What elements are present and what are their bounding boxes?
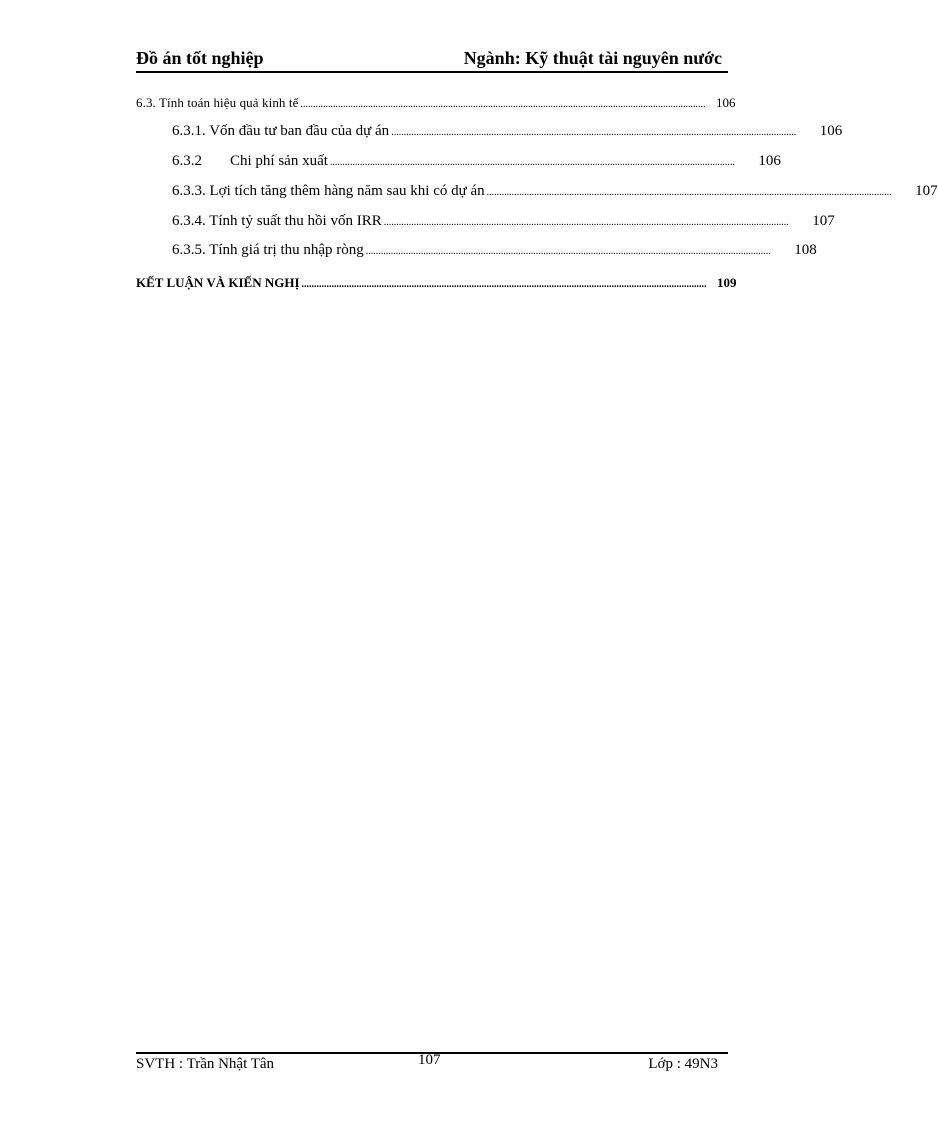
header-left-title: Đồ án tốt nghiệp xyxy=(136,48,264,68)
toc-leader-dots: .................................................................................................................................................................. xyxy=(301,279,707,290)
toc-entry-page: 106 xyxy=(715,95,736,110)
toc-entry-label: 6.3.4. Tính tỷ suất thu hồi vốn IRR xyxy=(172,213,382,229)
toc-leader-dots: .................................................................................................................................................................. xyxy=(383,217,789,228)
toc-entry xyxy=(172,183,938,205)
toc-leader-dots: .................................................................................................................................................................. xyxy=(391,127,797,138)
toc-entry-page: 106 xyxy=(758,153,781,169)
toc-entry xyxy=(172,213,835,235)
toc-entry-label xyxy=(172,153,328,170)
toc-entry-number: 6.3.2 xyxy=(172,153,202,169)
toc-entry-label: 6.3.5. Tính giá trị thu nhập ròng xyxy=(172,242,364,258)
toc-entry xyxy=(172,242,817,264)
toc-entry xyxy=(172,153,781,175)
toc-entry-label: KẾT LUẬN VÀ KIẾN NGHỊ xyxy=(136,275,300,290)
page-header xyxy=(136,48,728,72)
footer-class: Lớp : 49N3 xyxy=(648,1056,718,1072)
toc-entry-label: 6.3.1. Vốn đầu tư ban đầu của dự án xyxy=(172,123,390,139)
footer-page-number: 107 xyxy=(418,1052,441,1068)
toc-entry xyxy=(136,275,737,297)
toc-leader-dots: .................................................................................................................................................................. xyxy=(300,99,706,110)
toc-entry-title: Chi phí sản xuất xyxy=(230,153,328,169)
footer-student: SVTH : Trần Nhật Tân xyxy=(136,1056,275,1072)
toc-entry-page: 106 xyxy=(819,123,843,139)
toc-entry xyxy=(172,123,843,145)
header-right-title: Ngành: Kỹ thuật tài nguyên nước xyxy=(463,48,722,68)
toc-entry-page: 109 xyxy=(717,275,737,290)
toc-leader-dots: .................................................................................................................................................................. xyxy=(365,246,771,257)
toc-entry-page: 108 xyxy=(794,242,817,258)
toc-entry-page: 107 xyxy=(812,213,835,229)
toc-entry-page: 107 xyxy=(915,183,938,199)
toc-entry-label: 6.3. Tính toán hiệu quả kinh tế xyxy=(136,95,299,110)
toc-leader-dots: .................................................................................................................................................................. xyxy=(486,187,892,198)
toc-leader-dots: .................................................................................................................................................................. xyxy=(329,157,735,168)
toc-entry-label: 6.3.3. Lợi tích tăng thêm hàng năm sau khi có dự án xyxy=(172,183,485,199)
header-rule xyxy=(136,71,728,73)
toc-entry xyxy=(136,95,736,117)
